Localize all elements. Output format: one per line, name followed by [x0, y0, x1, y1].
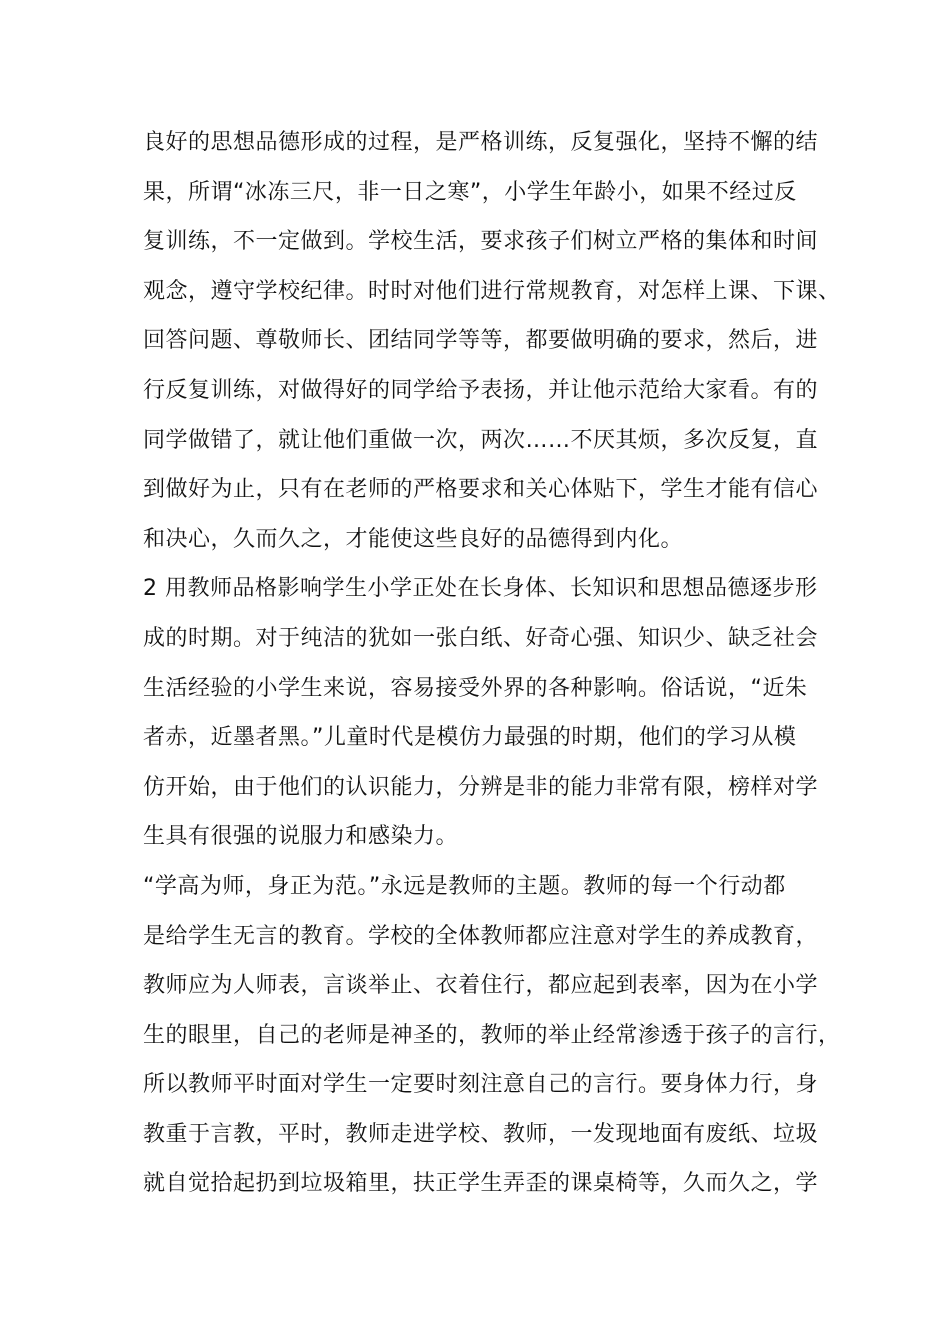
- text-line: 生活经验的小学生来说，容易接受外界的各种影响。俗话说，“近朱: [143, 675, 808, 701]
- text-line: 行反复训练，对做得好的同学给予表扬，并让他示范给大家看。有的: [143, 377, 819, 403]
- text-line: 者赤，近墨者黑。”儿童时代是模仿力最强的时期，他们的学习从模: [143, 725, 797, 751]
- text-line: 回答问题、尊敬师长、团结同学等等，都要做明确的要求，然后，进: [143, 328, 819, 354]
- text-line: “学高为师，身正为范。”永远是教师的主题。教师的每一个行动都: [143, 873, 786, 899]
- text-line: 生的眼里，自己的老师是神圣的，教师的举止经常渗透于孩子的言行，: [143, 1022, 841, 1048]
- text-line: 观念，遵守学校纪律。时时对他们进行常规教育，对怎样上课、下课、: [143, 278, 841, 304]
- body-text: [143, 118, 841, 1209]
- text-line: 良好的思想品德形成的过程，是严格训练，反复强化，坚持不懈的结: [143, 130, 819, 155]
- text-line: 到做好为止，只有在老师的严格要求和关心体贴下，学生才能有信心: [143, 477, 819, 503]
- text-line: 就自觉拾起扔到垃圾箱里，扶正学生弄歪的课桌椅等，久而久之，学: [143, 1171, 819, 1197]
- text-line: 同学做错了，就让他们重做一次，两次……不厌其烦，多次反复，直: [143, 427, 819, 453]
- text-line: 和决心，久而久之，才能使这些良好的品德得到内化。: [143, 526, 684, 552]
- text-line: 仿开始，由于他们的认识能力，分辨是非的能力非常有限，榜样对学: [143, 774, 819, 800]
- text-line: 所以教师平时面对学生一定要时刻注意自己的言行。要身体力行，身: [143, 1072, 819, 1098]
- text-line: 教师应为人师表，言谈举止、衣着住行，都应起到表率，因为在小学: [143, 973, 819, 999]
- text-line: 教重于言教，平时，教师走进学校、教师，一发现地面有废纸、垃圾: [143, 1121, 819, 1147]
- text-line: 成的时期。对于纯洁的犹如一张白纸、好奇心强、知识少、缺乏社会: [143, 625, 819, 651]
- text-line: 2 用教师品格影响学生小学正处在长身体、长知识和思想品德逐步形: [143, 576, 818, 602]
- text-line: 复训练，不一定做到。学校生活，要求孩子们树立严格的集体和时间: [143, 229, 819, 255]
- text-line: 生具有很强的说服力和感染力。: [143, 824, 459, 850]
- text-line: 是给学生无言的教育。学校的全体教师都应注意对学生的养成教育，: [143, 923, 819, 949]
- text-line: 果，所谓“冰冻三尺，非一日之寒”，小学生年龄小，如果不经过反: [143, 179, 797, 205]
